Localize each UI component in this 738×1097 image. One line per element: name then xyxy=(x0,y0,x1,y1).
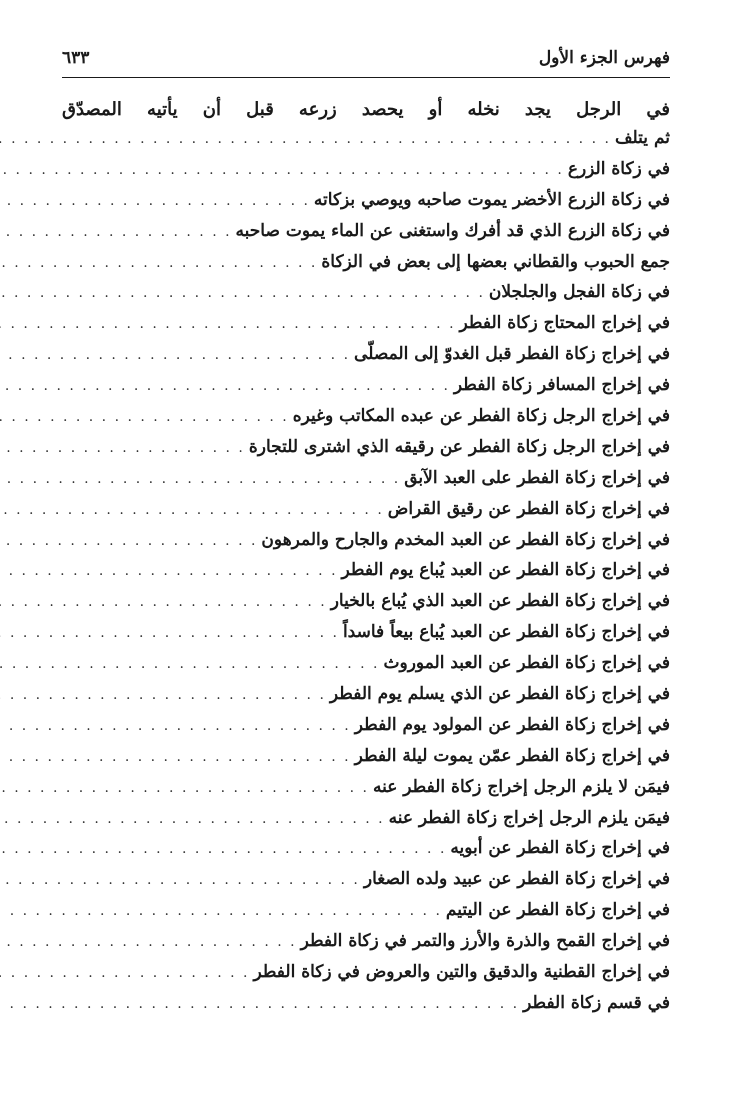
toc-entry xyxy=(62,772,670,803)
toc-entry-title: في إخراج زكاة الفطر عن العبد يُباع بيعاً فاسداً xyxy=(342,622,670,643)
toc-entry-title: في زكاة الزرع xyxy=(567,158,670,179)
toc-entry xyxy=(62,648,670,679)
dot-leader xyxy=(0,680,326,711)
dot-leader xyxy=(0,742,351,773)
dot-leader xyxy=(0,464,400,495)
dot-leader xyxy=(0,186,310,217)
dot-leader xyxy=(0,556,338,587)
toc-entry-title: في إخراج زكاة الفطر عن العبد الذي يُباع بالخيار xyxy=(330,591,670,612)
toc-entry-title: في إخراج المسافر زكاة الفطر xyxy=(453,375,670,396)
page-number: ٦٣٣ xyxy=(62,48,90,68)
toc-entry xyxy=(62,679,670,710)
dot-leader xyxy=(0,124,611,155)
toc-entry xyxy=(62,586,670,617)
toc-entry xyxy=(62,525,670,556)
dot-leader xyxy=(0,618,339,649)
dot-leader xyxy=(0,433,245,464)
toc-entry xyxy=(62,339,670,370)
dot-leader xyxy=(0,217,232,248)
toc-entry-title: في إخراج زكاة الفطر عن الذي يسلم يوم الفطر xyxy=(329,684,670,705)
toc-entry-title: في زكاة الفجل والجلجلان xyxy=(488,282,670,303)
toc-entry-title: في إخراج زكاة الفطر على العبد الآبق xyxy=(404,467,670,488)
toc-entry xyxy=(62,895,670,926)
toc-entry xyxy=(62,463,670,494)
dot-leader xyxy=(0,155,564,186)
dot-leader xyxy=(0,958,249,989)
toc-entry-title: في إخراج زكاة الفطر عن عبيد ولده الصغار xyxy=(363,869,670,890)
toc-entry xyxy=(62,401,670,432)
dot-leader xyxy=(0,649,379,680)
toc-entry-title: في إخراج زكاة الفطر عن العبد المخدم والجارح والمرهون xyxy=(261,529,670,550)
toc-entry xyxy=(62,833,670,864)
dot-leader xyxy=(0,711,351,742)
dot-leader xyxy=(0,865,360,896)
toc-entry-title: في إخراج المحتاج زكاة الفطر xyxy=(459,313,670,334)
toc-entry xyxy=(62,370,670,401)
toc-entry xyxy=(62,803,670,834)
toc-entry xyxy=(62,926,670,957)
dot-leader xyxy=(0,495,384,526)
toc-entry xyxy=(62,617,670,648)
dot-leader xyxy=(0,340,350,371)
toc-entry xyxy=(62,957,670,988)
toc-entry-title: في إخراج الرجل زكاة الفطر عن عبده المكاتب وغيره xyxy=(292,406,670,427)
toc-entry-title: في إخراج زكاة الفطر عن رقيق القراض xyxy=(387,498,670,519)
dot-leader xyxy=(0,989,519,1020)
toc-entry xyxy=(62,154,670,185)
dot-leader xyxy=(0,309,456,340)
toc-entry xyxy=(62,494,670,525)
page-header xyxy=(62,46,670,74)
dot-leader xyxy=(0,587,327,618)
dot-leader xyxy=(0,927,297,958)
toc-entry xyxy=(62,216,670,247)
toc-entry-title: في إخراج زكاة الفطر عن العبد يُباع يوم الفطر xyxy=(341,560,670,581)
dot-leader xyxy=(0,773,369,804)
toc-entry xyxy=(62,432,670,463)
dot-leader xyxy=(0,278,485,309)
toc-entry-title: فيمَن يلزم الرجل إخراج زكاة الفطر عنه xyxy=(388,807,670,828)
dot-leader xyxy=(0,896,442,927)
toc-entry xyxy=(62,308,670,339)
toc-entry-title: في إخراج القمح والذرة والأرز والتمر في زكاة الفطر xyxy=(300,931,670,952)
toc-entry-title: في إخراج زكاة الفطر عن المولود يوم الفطر xyxy=(354,714,670,735)
toc-entry xyxy=(62,185,670,216)
toc-entry-title: في زكاة الزرع الأخضر يموت صاحبه ويوصي بزكاته xyxy=(313,189,670,210)
toc-entry-title: جمع الحبوب والقطاني بعضها إلى بعض في الزكاة xyxy=(321,251,670,272)
dot-leader xyxy=(0,371,450,402)
toc-entry-title: في قسم زكاة الفطر xyxy=(523,992,670,1013)
toc-entry-title: في إخراج زكاة الفطر قبل الغدوّ إلى المصلّى xyxy=(354,344,670,365)
toc-entry xyxy=(62,710,670,741)
toc-entry-title: في إخراج زكاة الفطر عن العبد الموروث xyxy=(383,653,670,674)
toc-entry-continued: في الرجل يجد نخله أو يحصد زرعه قبل أن يأتيه المصدّق xyxy=(62,99,670,120)
toc-entry-title: في إخراج الرجل زكاة الفطر عن رقيقه الذي اشترى للتجارة xyxy=(248,436,670,457)
toc-entry xyxy=(62,123,670,154)
toc-entry-title: في إخراج القطنية والدقيق والتين والعروض في زكاة الفطر xyxy=(253,962,670,983)
toc-entry xyxy=(62,277,670,308)
table-of-contents xyxy=(62,96,670,1019)
toc-entry-title: فيمَن لا يلزم الرجل إخراج زكاة الفطر عنه xyxy=(373,776,670,797)
dot-leader xyxy=(0,248,317,279)
dot-leader xyxy=(0,526,257,557)
toc-entry-title: في إخراج زكاة الفطر عمّن يموت ليلة الفطر xyxy=(354,745,670,766)
toc-entry-title: في إخراج زكاة الفطر عن أبويه xyxy=(450,838,670,859)
toc-entry xyxy=(62,864,670,895)
toc-entry-title: في زكاة الزرع الذي قد أفرك واستغنى عن الماء يموت صاحبه xyxy=(235,220,670,241)
header-rule xyxy=(62,77,670,78)
toc-entry xyxy=(62,555,670,586)
toc-entry xyxy=(62,988,670,1019)
toc-entry-title: ثم يتلف xyxy=(614,128,670,148)
dot-leader xyxy=(0,804,385,835)
toc-entry xyxy=(62,247,670,278)
toc-entry xyxy=(62,741,670,772)
toc-entry-title: في إخراج زكاة الفطر عن اليتيم xyxy=(445,900,670,921)
dot-leader xyxy=(0,834,446,865)
running-head-title: فهرس الجزء الأول xyxy=(538,48,670,68)
dot-leader xyxy=(0,402,289,433)
